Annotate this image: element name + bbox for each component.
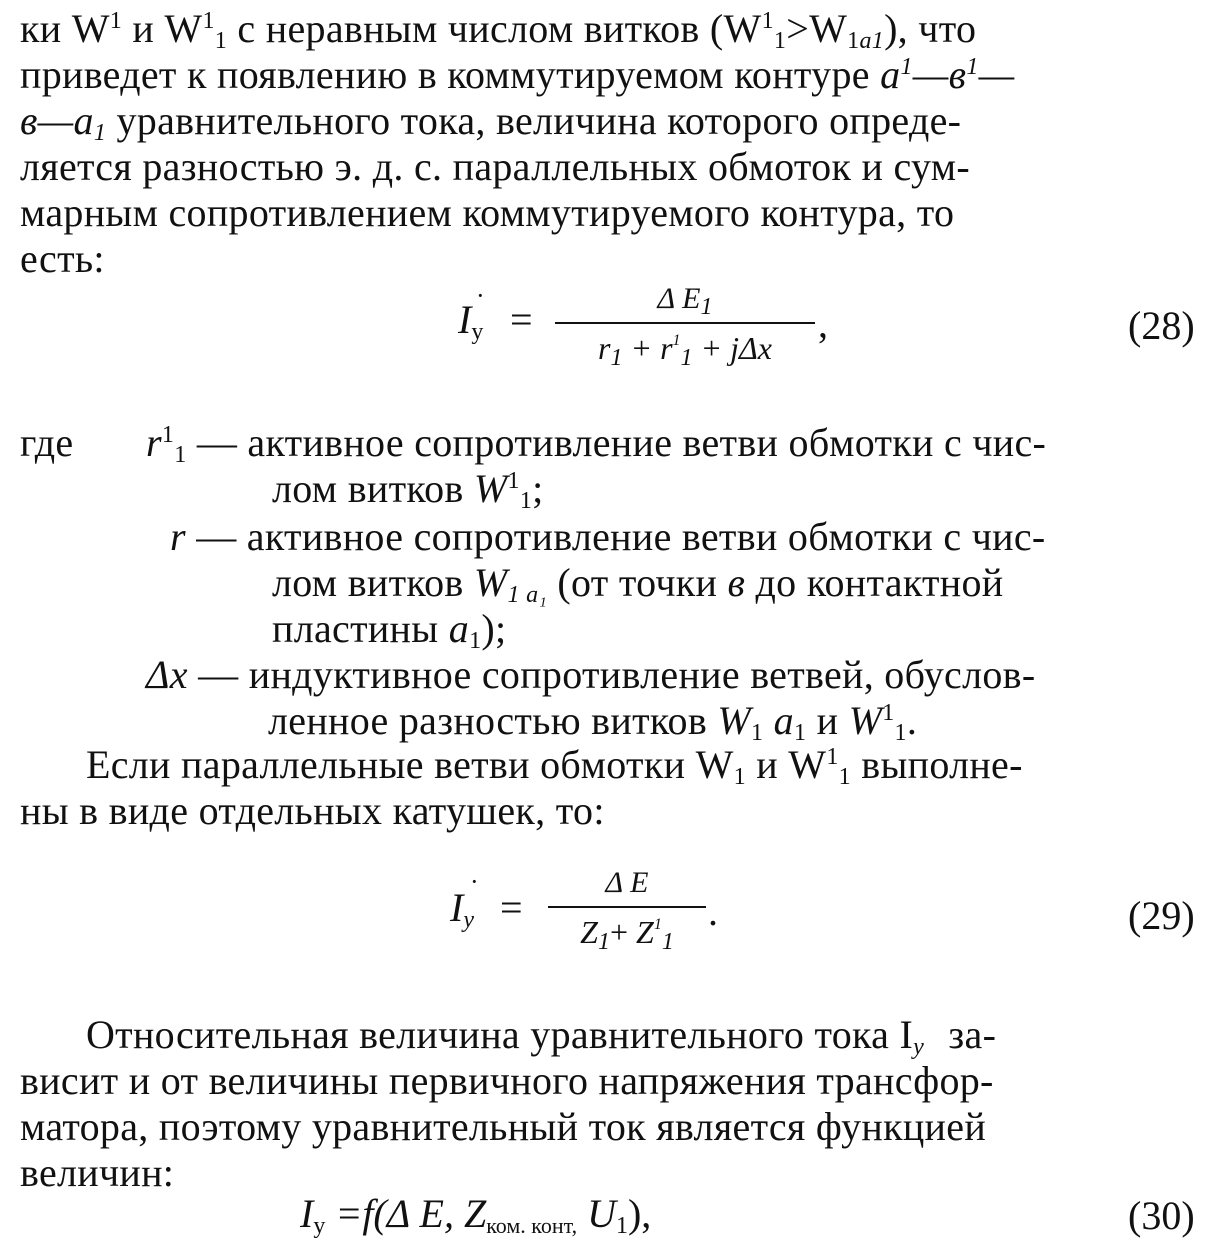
p3-line-3: матора, поэтому уравнительный ток является функцией [20, 1104, 987, 1149]
p2-line-1: Если параллельные ветви обмотки $W_1$ и $W^1_1$ выполне- [86, 742, 1023, 790]
eq28-number: (28) [1128, 303, 1195, 348]
p1-line-4: ляется разностью э. д. с. параллельных обмоток и сум- [20, 144, 971, 189]
def-1-line-2: лом витков $W^1_1$; [272, 466, 544, 514]
p3-line-1: Относительная величина уравнительного тока $I_y$ за- [86, 1012, 997, 1060]
eq29-fraction-bar [548, 906, 706, 908]
eq28-lhs: $I_y$ [458, 297, 484, 345]
def-3-line-2: ленное разностью витков $W_1$ $а_1$ и $W^1_1$. [268, 698, 918, 746]
eq28-numerator: Δ $E_1$ [657, 282, 713, 320]
eq29-number: (29) [1128, 893, 1195, 938]
eq29-fraction [548, 866, 706, 955]
def-3-line-1: Δx — индуктивное сопротивление ветвей, обуслов- [146, 652, 1036, 697]
eq28-fraction-bar [555, 322, 815, 324]
p1-line-1: ки $W^1$ и $W^1_1$ с неравным числом витков $(W^1_1>W_{1а1})$, что [20, 6, 977, 54]
eq28-comma: , [818, 301, 828, 346]
eq29-denominator: $Z_1+ Z^1_1$ [580, 914, 674, 955]
document-page: ки $W^1$ и $W^1_1$ с неравным числом витков $(W^1_1>W_{1а1})$, что приведет к появлению в коммутируемом контуре $а^1—в^1—$ $в—а_1$ уравнительного тока, величина которого опреде- ляется разностью э. д. с. параллельных обмоток и сум- марным сопротивлением коммутируемого контура, то есть: $I_y$ · = Δ $E_1$ $r_1 + r^1_1 + j\Delta x$ , (28) где $r^1_1$ — активное сопротивление ветви обмотки с чис- лом витков $W^1_1$; r — активное сопротивление ветви обмотки с чис- лом витков $W_{1 a_1}$ (от точки в до контактной пластины $а_1$); Δx — индуктивное сопротивление ветвей, обуслов- ленное разностью витков $W_1$ $а_1$ и $W^1_1$. Если параллельные ветви обмотки $W_1$ и $W^1_1$ выполне- ны в виде отдельных катушек, то: $I_y$ · = Δ E $Z_1+ Z^1_1$ . (29) Относительная величина уравнительного тока $I_y$ за- висит и от величины первичного напряжения трансфор- матора, поэтому уравнительный ток является функцией величин: $I_y =f(\Delta$ E, $Z_{ком. конт,}$ $U_1$), (30) [20, 6, 1195, 1239]
p3-line-4: величин: [20, 1150, 175, 1195]
eq28-fraction [555, 282, 815, 371]
where-label: где [20, 420, 74, 465]
p1-line-5: марным сопротивлением коммутируемого контура, то [20, 190, 955, 235]
p3-line-2: висит и от величины первичного напряжения трансфор- [20, 1058, 994, 1103]
def-2-line-2: лом витков $W_{1 a_1}$ (от точки в до контактной [272, 560, 1004, 608]
p2-line-2: ны в виде отдельных катушек, то: [20, 788, 605, 833]
eq30-number: (30) [1128, 1193, 1195, 1238]
eq29-equals: = [500, 885, 523, 930]
eq28-equals: = [510, 297, 533, 342]
eq29-numerator: Δ E [605, 866, 649, 899]
p1-line-3: $в—а_1$ уравнительного тока, величина которого опреде- [20, 98, 962, 146]
def-1-line-1: $r^1_1$ — активное сопротивление ветви обмотки с чис- [146, 420, 1047, 468]
eq29-lhs: $I_y$ [450, 885, 474, 933]
eq28-denominator: $r_1 + r^1_1 + j\Delta x$ [598, 330, 772, 371]
def-2-line-1: r — активное сопротивление ветви обмотки с чис- [170, 514, 1046, 559]
eq30-body: $I_y =f(\Delta$ E, $Z_{ком. конт,}$ $U_1$), [300, 1191, 652, 1239]
p1-line-6: есть: [20, 236, 105, 281]
def-2-line-3: пластины $а_1$); [272, 606, 507, 654]
p1-line-2: приведет к появлению в коммутируемом контуре $а^1—в^1—$ [20, 52, 1015, 97]
eq29-period: . [708, 889, 718, 934]
